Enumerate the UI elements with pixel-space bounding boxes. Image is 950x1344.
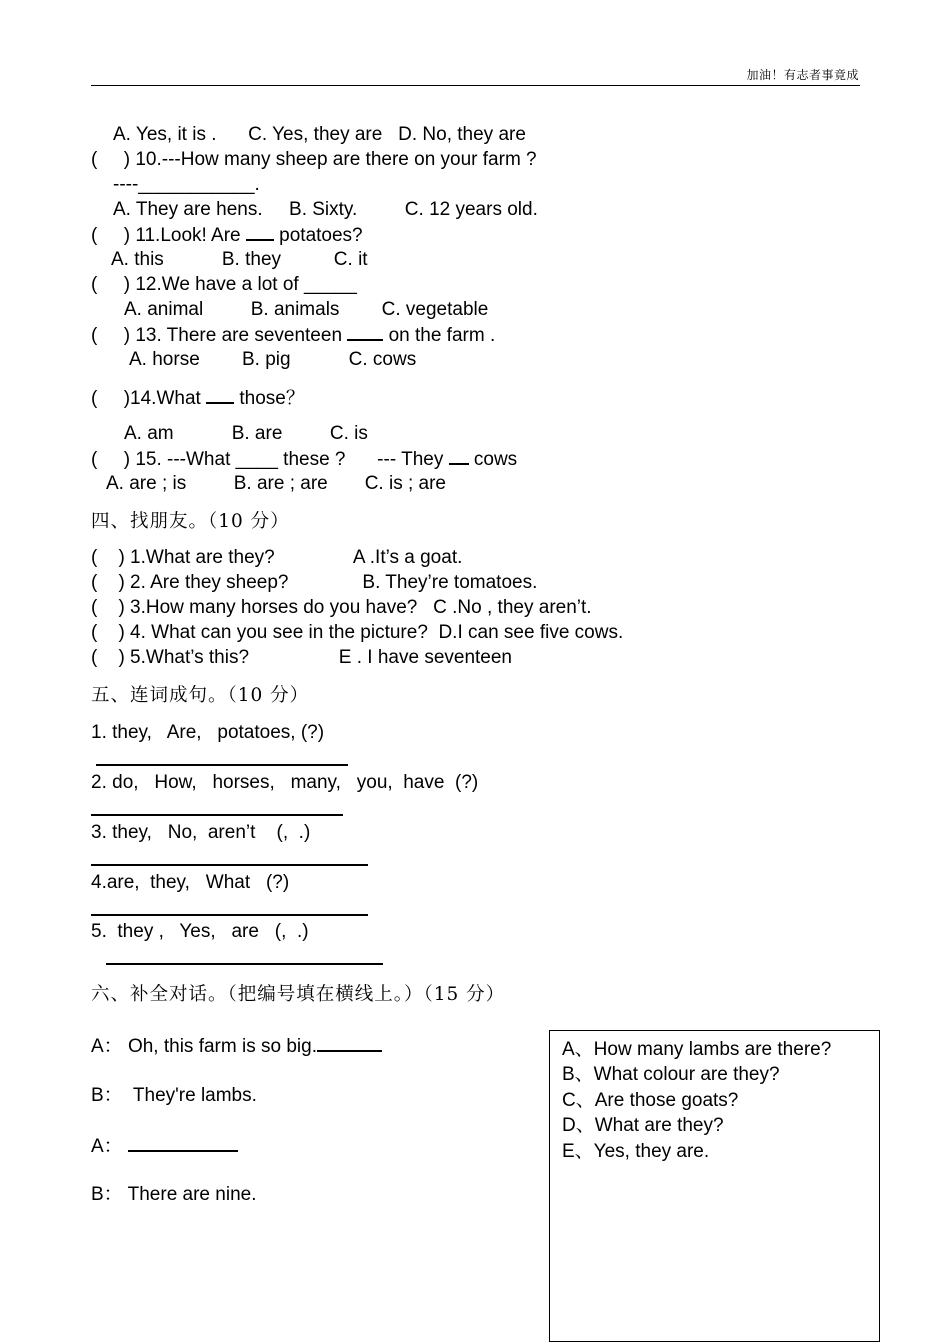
- answer-line: [91, 814, 343, 816]
- part5-title: 五、连词成句。（10 分）: [91, 685, 310, 706]
- reorder-item: 2. do, How, horses, many, you, have (?): [91, 772, 479, 793]
- q11-text-after: potatoes?: [273, 225, 363, 246]
- option-item: E、Yes, they are.: [562, 1141, 710, 1162]
- speaker-label: B：: [91, 1184, 123, 1205]
- option-item: A、How many lambs are there?: [562, 1039, 832, 1060]
- q13-text-after: on the farm .: [383, 325, 496, 346]
- q14-options: A. am B. are C. is: [124, 423, 368, 444]
- answer-line: [91, 864, 368, 866]
- option-item: B、What colour are they?: [562, 1064, 780, 1085]
- reorder-item: 5. they , Yes, are (, .): [91, 921, 309, 942]
- q12-question: ( ) 12.We have a lot of _____: [91, 274, 357, 295]
- matching-item: ( ) 3.How many horses do you have? C .No , they aren’t.: [91, 597, 592, 618]
- q13-blank: [347, 323, 383, 341]
- q15-options: A. are ; is B. are ; are C. is ; are: [106, 473, 446, 494]
- q14-text-before: ( )14.What: [91, 388, 207, 409]
- option-item: D、What are they?: [562, 1115, 724, 1136]
- reorder-item: 4.are, they, What (?): [91, 872, 290, 893]
- q11-question: [91, 223, 363, 248]
- q13-options: A. horse B. pig C. cows: [129, 349, 417, 370]
- part6-title: 六、补全对话。（把编号填在横线上。）（15 分）: [91, 984, 506, 1005]
- q11-options: A. this B. they C. it: [111, 249, 368, 270]
- q11-blank: [246, 223, 274, 241]
- q10-question: ( ) 10.---How many sheep are there on your farm ?: [91, 149, 537, 170]
- q14-text-after: those？: [234, 388, 305, 409]
- q14-blank: [206, 386, 234, 404]
- matching-item: ( ) 4. What can you see in the picture? D.I can see five cows.: [91, 622, 624, 643]
- dialogue-line: [91, 1034, 382, 1059]
- q12-options: A. animal B. animals C. vegetable: [124, 299, 489, 320]
- dialogue-text: They're lambs.: [122, 1085, 257, 1106]
- q15-text-before: ( ) 15. ---What ____ these ? --- They: [91, 449, 449, 470]
- answer-line: [96, 764, 348, 766]
- matching-item: ( ) 5.What’s this? E . I have seventeen: [91, 647, 512, 668]
- reorder-item: 1. they, Are, potatoes, (?): [91, 722, 325, 743]
- dialogue-line: [91, 1183, 256, 1207]
- options-box: [549, 1030, 880, 1342]
- dialogue-blank: [317, 1034, 382, 1052]
- matching-item: ( ) 1.What are they? A .It’s a goat.: [91, 547, 463, 568]
- header-rule: [91, 85, 860, 86]
- speaker-label: A：: [91, 1036, 123, 1057]
- speaker-label: A：: [91, 1136, 123, 1157]
- header-motto: 加油！有志者事竟成: [746, 68, 859, 82]
- q14-question: [91, 386, 305, 411]
- dialogue-text: There are nine.: [122, 1184, 257, 1205]
- dialogue-blank: [128, 1134, 238, 1152]
- part4-title: 四、找朋友。（10 分）: [91, 511, 290, 532]
- q11-text-before: ( ) 11.Look! Are: [91, 225, 246, 246]
- answer-line: [106, 963, 383, 965]
- answer-line: [91, 914, 368, 916]
- matching-item: ( ) 2. Are they sheep? B. They’re tomatoes.: [91, 572, 538, 593]
- reorder-item: 3. they, No, aren’t (, .): [91, 822, 311, 843]
- speaker-label: B：: [91, 1085, 123, 1106]
- q13-text-before: ( ) 13. There are seventeen: [91, 325, 348, 346]
- q15-question: [91, 447, 517, 472]
- q9-options: A. Yes, it is . C. Yes, they are D. No, they are: [113, 124, 526, 145]
- q13-question: [91, 323, 495, 348]
- dialogue-line: [91, 1084, 257, 1108]
- q15-text-after: cows: [468, 449, 518, 470]
- q10-options: A. They are hens. B. Sixty. C. 12 years old.: [113, 199, 538, 220]
- dialogue-line: [91, 1134, 238, 1159]
- option-item: C、Are those goats?: [562, 1090, 739, 1111]
- q15-blank: [449, 447, 469, 465]
- dialogue-text: Oh, this farm is so big.: [122, 1036, 317, 1057]
- q10-answer-blank: ----___________.: [113, 174, 260, 195]
